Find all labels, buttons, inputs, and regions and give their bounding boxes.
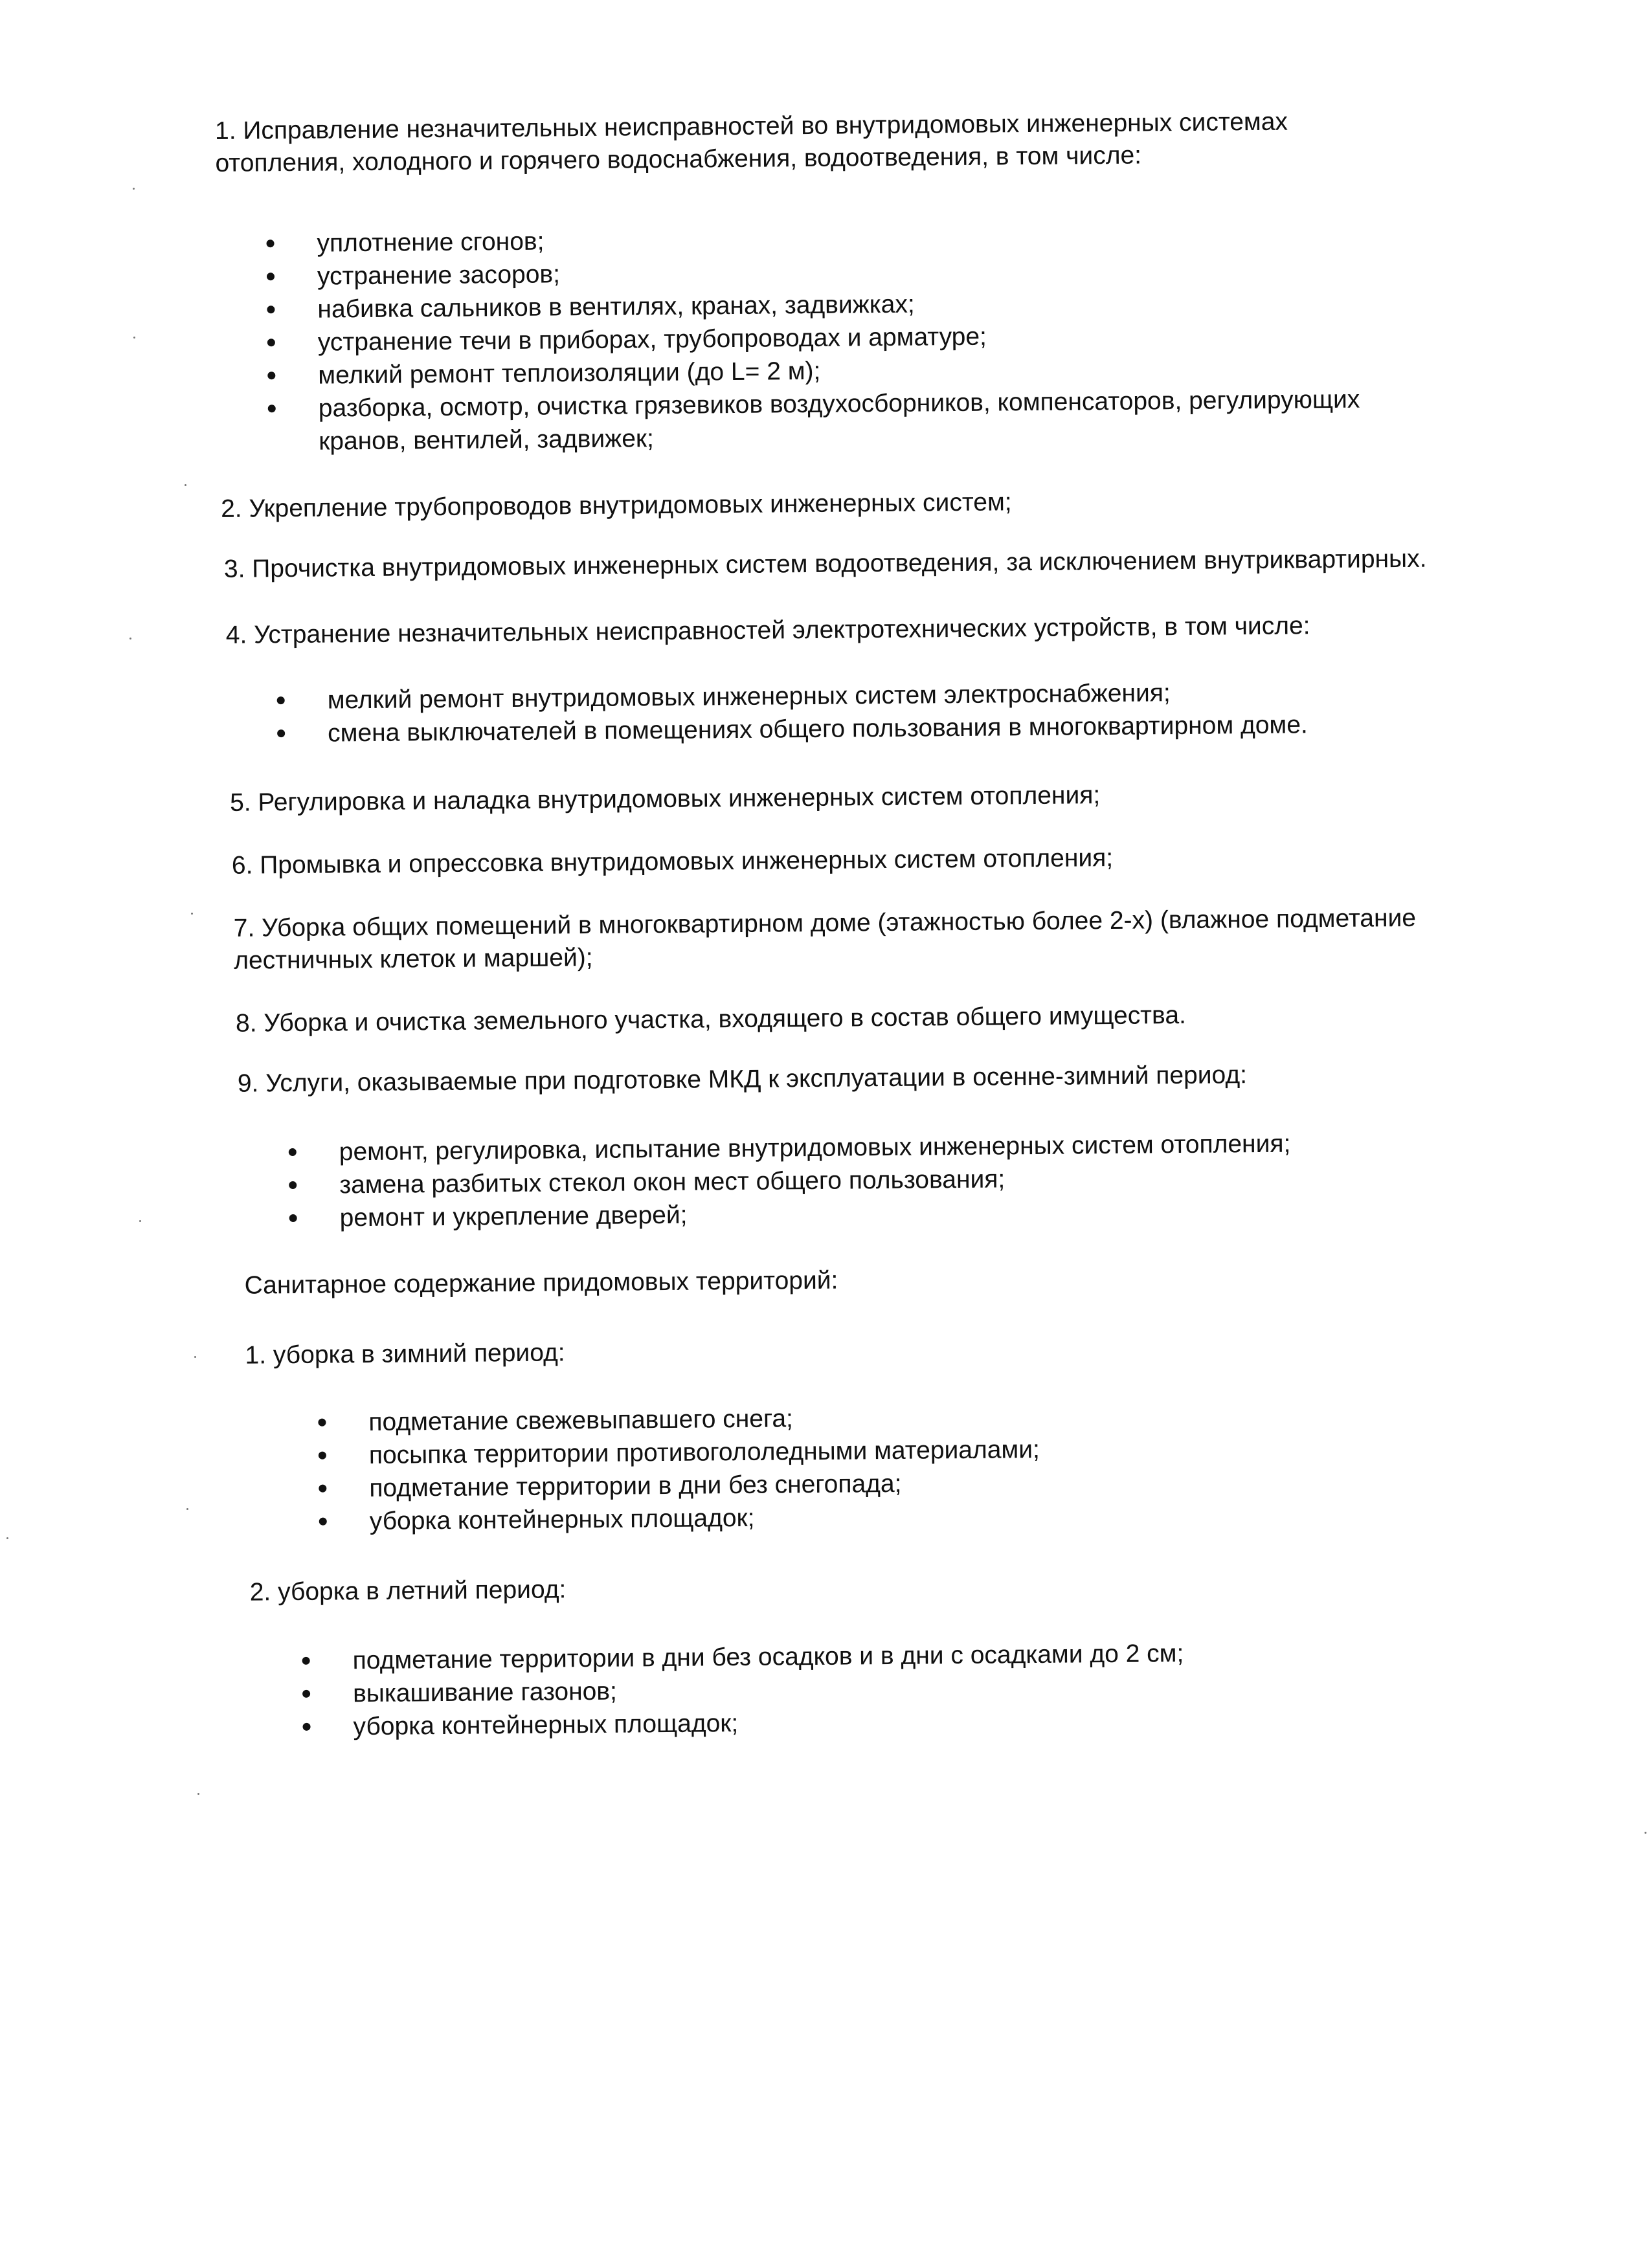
list-item: набивка сальников в вентилях, кранах, задвижках;: [267, 284, 1359, 327]
list-item: ремонт, регулировка, испытание внутридомовых инженерных систем отопления;: [289, 1128, 1291, 1170]
list-item: смена выключателей в помещениях общего пользования в многоквартирном доме.: [277, 708, 1308, 750]
scan-speck: [194, 1356, 196, 1358]
bullet-icon: [277, 729, 285, 737]
bullet-icon: [267, 272, 275, 280]
bullet-icon: [302, 1690, 310, 1698]
section-1-list: [266, 218, 1360, 459]
list-item: устранение засоров;: [267, 251, 1359, 294]
item-6: 6. Промывка и опрессовка внутридомовых инженерных систем отопления;: [231, 843, 1114, 880]
item-2: 2. Укрепление трубопроводов внутридомовых инженерных систем;: [220, 488, 1012, 523]
scan-speck: [133, 188, 135, 190]
bullet-icon: [289, 1214, 297, 1222]
bullet-icon: [302, 1657, 310, 1665]
bullet-icon: [266, 239, 274, 247]
section-4-heading: 4. Устранение незначительных неисправностей электротехнических устройств, в том числе:: [225, 612, 1310, 649]
scan-speck: [185, 484, 186, 486]
summer-heading: 2. уборка в летний период:: [249, 1575, 567, 1606]
scan-speck: [1645, 1832, 1646, 1834]
item-5: 5. Регулировка и наладка внутридомовых инженерных систем отопления;: [229, 781, 1101, 817]
list-item: мелкий ремонт теплоизоляции (до L= 2 м);: [267, 350, 1360, 393]
list-item: разборка, осмотр, очистка грязевиков воздухосборников, компенсаторов, регулирующих кранов, вентилей, задвижек;: [268, 383, 1360, 459]
bullet-icon: [318, 1419, 326, 1427]
bullet-icon: [319, 1452, 326, 1460]
bullet-icon: [289, 1181, 297, 1189]
list-item: подметание территории в дни без снегопада;: [319, 1466, 1040, 1506]
sanitary-title: Санитарное содержание придомовых территорий:: [244, 1266, 838, 1300]
scan-speck: [139, 1220, 141, 1222]
bullet-icon: [277, 696, 285, 704]
list-item: подметание свежевыпавшего снега;: [318, 1400, 1039, 1440]
list-item: ремонт и укрепление дверей;: [289, 1194, 1291, 1236]
scan-speck: [191, 913, 193, 915]
item-3: 3. Прочистка внутридомовых инженерных систем водоотведения, за исключением внутриквартирных.: [223, 544, 1427, 583]
scan-speck: [6, 1537, 8, 1539]
list-item: выкашивание газонов;: [302, 1670, 1184, 1711]
list-item: посыпка территории противогололедными материалами;: [319, 1433, 1040, 1473]
section-4-list: [276, 675, 1308, 750]
list-item: уборка контейнерных площадок;: [302, 1703, 1184, 1744]
scan-speck: [186, 1508, 188, 1510]
item-7: 7. Уборка общих помещений в многоквартирном доме (этажностью более 2-х) (влажное подметание лестничных клеток и маршей);: [233, 904, 1417, 975]
bullet-icon: [268, 405, 276, 412]
scan-speck: [133, 337, 135, 339]
section-9-list: [289, 1128, 1292, 1235]
summer-list: [302, 1637, 1184, 1744]
list-item: подметание территории в дни без осадков и в дни с осадками до 2 см;: [302, 1637, 1184, 1678]
item-8: 8. Уборка и очистка земельного участка, входящего в состав общего имущества.: [235, 1001, 1187, 1038]
section-1-heading: 1. Исправление незначительных неисправностей во внутридомовых инженерных системах отопления, холодного и горячего водоснабжения, водоотведения, в том числе:: [214, 107, 1288, 177]
bullet-icon: [289, 1148, 297, 1156]
list-item: уборка контейнерных площадок;: [319, 1499, 1040, 1539]
section-9-heading: 9. Услуги, оказываемые при подготовке МКД к эксплуатации в осенне-зимний период:: [237, 1061, 1248, 1098]
bullet-icon: [267, 339, 275, 346]
bullet-icon: [319, 1485, 326, 1493]
list-item: мелкий ремонт внутридомовых инженерных систем электроснабжения;: [276, 675, 1307, 717]
scan-speck: [129, 638, 131, 639]
list-item: устранение течи в приборах, трубопроводах и арматуре;: [267, 317, 1360, 360]
list-item: замена разбитых стекол окон мест общего пользования;: [289, 1161, 1291, 1203]
bullet-icon: [267, 372, 275, 379]
bullet-icon: [319, 1518, 327, 1526]
list-item: уплотнение сгонов;: [266, 218, 1358, 261]
winter-heading: 1. уборка в зимний период:: [245, 1339, 565, 1370]
bullet-icon: [267, 306, 275, 313]
bullet-icon: [302, 1723, 310, 1731]
scan-speck: [197, 1793, 199, 1795]
winter-list: [318, 1400, 1040, 1539]
